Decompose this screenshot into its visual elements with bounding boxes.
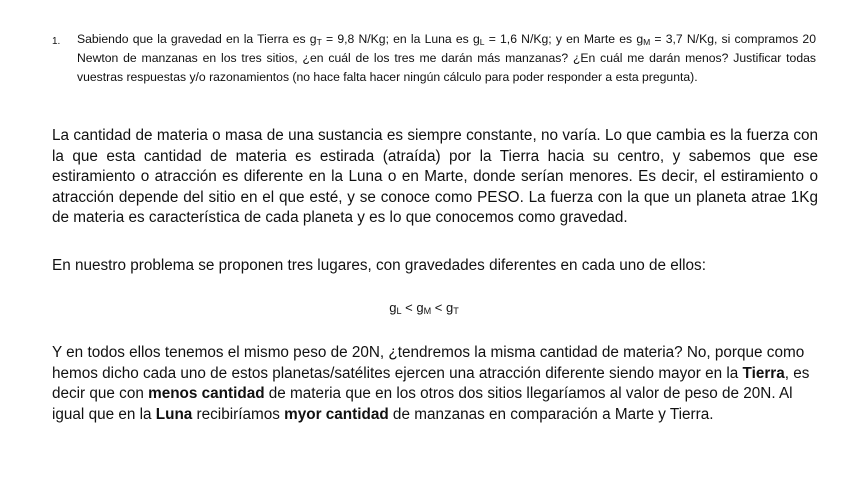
- subscript-mars: M: [643, 37, 651, 47]
- question-text: [77, 30, 816, 87]
- text-run: de materia que en los otros dos sitios llegaríamos al valor de peso de 20N. Al igual que en la: [52, 385, 793, 423]
- formula-symbol: g: [445, 300, 454, 315]
- bold-text: Luna: [155, 405, 193, 423]
- question-number: 1.: [52, 36, 61, 47]
- question-item: [52, 30, 816, 87]
- answer-paragraph-1: La cantidad de materia o masa de una sustancia es siempre constante, no varía. Lo que cambia es la fuerza con la que esta cantidad de materia es estirada (atraída) por la Tierra hacia su centro, y sabemos que ese estiramiento o atracción es diferente en la Luna o en Marte, donde serían menores. Es decir, el estiramiento o atracción depende del sitio en el que esté, y se conoce como PESO. La fuerza con la que un planeta atrae 1Kg de materia es característica de cada planeta y es lo que conocemos como gravedad.: [52, 127, 818, 227]
- formula-symbol: g: [416, 300, 424, 315]
- formula-subscript: M: [423, 306, 432, 316]
- bold-text: myor cantidad: [284, 405, 389, 423]
- subscript-moon: L: [479, 37, 485, 47]
- formula-operator: <: [431, 300, 446, 315]
- formula-operator: <: [401, 300, 417, 315]
- answer-paragraph-3: [52, 343, 818, 425]
- text-run: , es decir que con: [52, 364, 810, 403]
- gravity-inequality: [0, 299, 848, 317]
- question-text-part: = 1,6 N/Kg; y en Marte es g: [484, 32, 644, 46]
- formula-subscript: T: [453, 306, 459, 316]
- question-text-part: Sabiendo que la gravedad en la Tierra es g: [77, 32, 317, 46]
- formula-symbol: g: [389, 300, 397, 315]
- text-run: recibiríamos: [192, 405, 285, 423]
- answer-paragraph-2: En nuestro problema se proponen tres lugares, con gravedades diferentes en cada uno de ellos:: [52, 257, 706, 274]
- formula-subscript: L: [396, 306, 402, 316]
- subscript-earth: T: [316, 37, 322, 47]
- bold-text: menos cantidad: [148, 385, 265, 403]
- bold-text: Tierra: [742, 364, 785, 382]
- text-run: de manzanas en comparación a Marte y Tierra.: [388, 405, 714, 423]
- question-text-part: = 9,8 N/Kg; en la Luna es g: [321, 32, 480, 46]
- text-run: Y en todos ellos tenemos el mismo peso de 20N, ¿tendremos la misma cantidad de materia? No, porque como hemos dicho cada uno de estos planetas/satélites ejercen una atracción diferente siendo mayor en la: [52, 344, 805, 382]
- question-text-part: = 3,7 N/Kg, si compramos 20 Newton de manzanas en los tres sitios, ¿en cuál de los tres me darán más manzanas? ¿En cuál me darán menos? Justificar todas vuestras respuestas y/o razonamientos (no hace falta hacer ningún cálculo para poder responder a esta pregunta).: [77, 32, 816, 84]
